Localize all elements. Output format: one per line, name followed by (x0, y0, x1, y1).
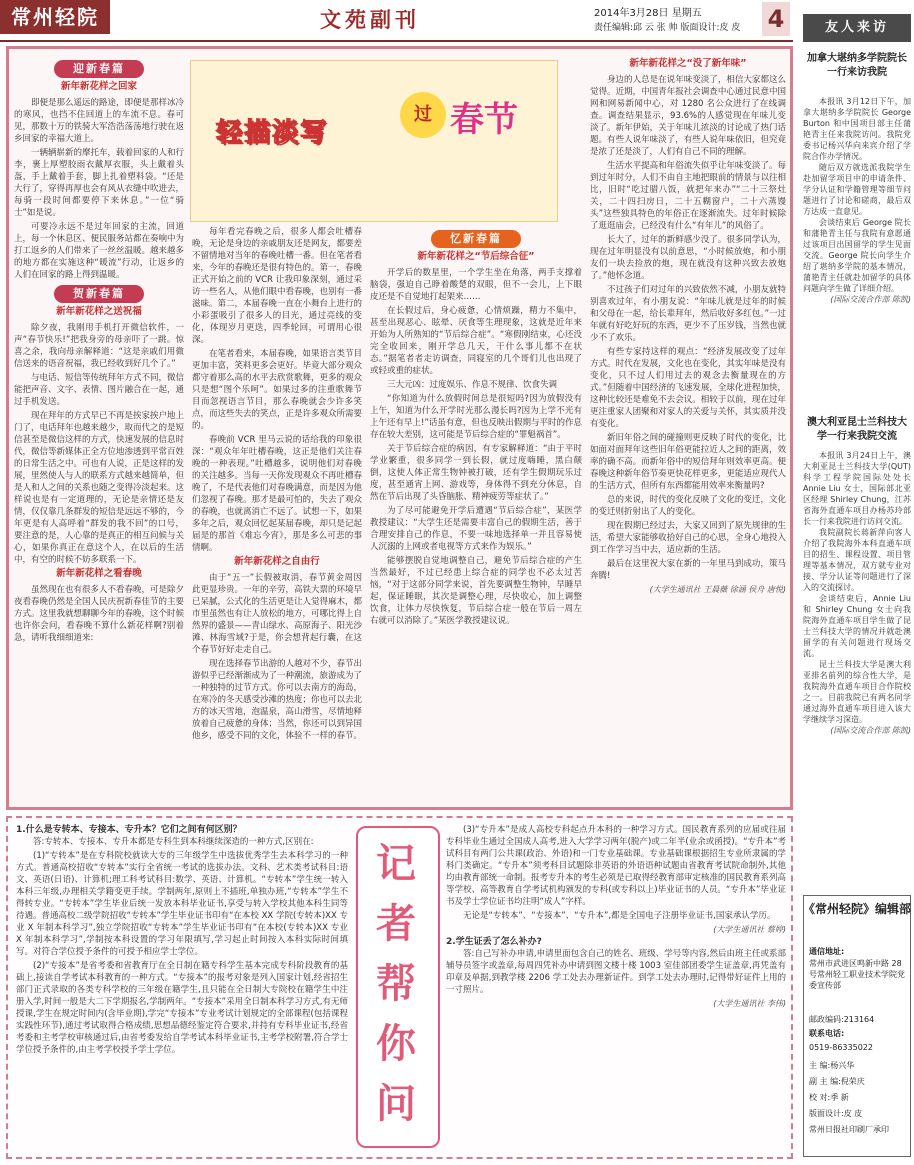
article-paragraph: 身边的人总是在说年味变淡了，相信大家都这么觉得。近期，中国青年报社会调查中心通过民意中国网和网易新闻中心，对 1280 名公众进行了在线调查。调查结果显示，93.6%的人感觉现在年味儿变淡了。新年伊始，关于年味儿浓淡的讨论成了热门话题。有些人说年味淡了，有些人说年味依旧，但究竟是浓了还是淡了，人们有自己不同的理解。 (590, 75, 786, 157)
article-paragraph: 新旧年俗之间的碰撞则更反映了时代的变化，比如面对面拜年这些旧年俗更能拉近人之间的距离，效率的确不高。而新年俗中的短信拜年则效率更高。便春晚这种新年俗节奏更快花样更多，更能适应现代人的生活方式，但所有东西都能用效率来衡量吗? (590, 433, 786, 491)
article-column-3 (370, 226, 582, 800)
article-paragraph: 虽然现在也有很多人不看春晚，可是除夕夜看春晚仍然是全国人民庆祝新春佳节的主要方式。这里我就想聊聊今年的春晚，这个时候也许你会问，看春晚不算什么新花样啊?别着急，请听我细细道来: (14, 585, 184, 643)
byline: (大学生通讯社 李伟) (713, 999, 786, 1008)
article-title: 新年新花样之送祝福 (56, 306, 142, 317)
qa-badge-char: 者 (376, 900, 416, 947)
article-column-4 (590, 56, 786, 800)
qa-badge-char: 记 (376, 840, 416, 887)
article-paragraph: 有些专家持这样的观点：“经济发展改变了过年方式。时代在发展，文化也在变化，其实年味是没有变化，只不过人们用过去的观念去衡量现在的方式。”但随着中国经济的飞速发展，全球化进程加快，这种比较还是难免不去会议。相较于以前，现在过年更注重家人团聚和对家人的关爱与关怀，其实质并没有变化。 (590, 347, 786, 429)
phone-label: 联系电话: (809, 1029, 845, 1038)
article-paragraph: 关于节后综合症的病因，有专家解释道：“由于平时学业繁重，很多同学一到长假，就过度嗨睡，黑白颠倒，这使人体正常生物钟被打破，还有学生假期玩乐过度，甚至通宵上网、游戏等，身体得不到充分休息，自然在节后出现了头昏脑胀、精神疲劳等症状了。” (370, 444, 582, 502)
section-tag: 忆新春篇 (431, 230, 521, 248)
article-paragraph: 每年看完春晚之后，很多人都会吐槽春晚，无论是身边的亲戚朋友还是网友，都要差不留情地对当年的春晚吐槽一番。但在笔者看来，今年的春晚还是很有特色的。第一，春晚正式开始之前的 VCR 让我印象深刻，通过采访一些名人，从他们眼中看春晚，也别有一番滋味。第二，本届春晚一直在小舞台上进行的小彩蛋吸引了很多人的目光，通过亮线的变化，体现岁月更迭，四季轮回，可谓用心很深。 (192, 227, 362, 345)
qa-column-right (446, 824, 786, 1152)
section-tag: 迎新春篇 (54, 60, 144, 78)
news-headline: 澳大利亚昆士兰科技大学一行来我院交流 (807, 417, 907, 442)
qa-badge-char: 帮 (376, 960, 416, 1007)
masthead-logo: 常州轻院 (0, 0, 110, 34)
news-body (803, 96, 911, 410)
article-paragraph: 春晚前 VCR 里马云说的话给我的印象很深：“观众年年吐槽春晚，这正是他们关注春晚的一种表现。”吐槽越多，说明他们对春晚的关注越多。当每一天你发现观众不再吐槽春晚了，不是代表他们对春晚满意，而是因为他们忽视了春晚。那才是最可怕的，失去了观众的春晚，也就离消亡不远了。试想一下，如果多年之后，观众回忆起某届春晚，却只是记起届是的那首《难忘今宵》，那是多么可悲的事情啊。 (192, 435, 362, 553)
byline: (大学生通讯社 蔡婷) (713, 925, 786, 934)
address: 常州市武进区鸣新中路 28 号常州轻工职业技术学院党委宣传部 (809, 959, 905, 990)
article-paragraph: 在笔者看来，本届春晚，如果语言类节目更加丰富，笑料更多会更好。毕竟大部分观众都守着那么高的水平去欣赏歌舞，更多的观众只是想“图个乐呵”。如果过多的注重歌舞节目而忽视语言节目，那么春晚就会少许多笑点，而这些失去的笑点，正是许多观众所需要的。 (192, 349, 362, 431)
qa-answer-paragraph: 无论是“专转本”、“专接本”、“专升本”,都是全国电子注册毕业证书,国家承认学历。 (463, 911, 776, 921)
proofreader: 校 对:季 新 (809, 1093, 849, 1102)
news-paragraph: 随后双方就选派我院学生赴加留学项目中的申请条件、学分认证和学籍管理等细节问题进行了讨论和磋商，最后双方达成一直意见。 (803, 163, 911, 216)
qa-answer-paragraph: 答:专转本、专接本、专升本都是专科生到本科继续深造的一种方式,区别在: (33, 837, 314, 847)
article-paragraph: 三大元凶：过度娱乐、作息不规律、饮食失调 (387, 380, 558, 390)
chief-editor: 主 编:杨兴华 (809, 1061, 855, 1070)
banner-spring: 春节 (450, 100, 518, 140)
page-number: 4 (762, 2, 790, 36)
article-paragraph: 一辆辆崭新的摩托车，载着回家的人和行李，裹上厚塑胶雨衣戴厚衣服，头上戴着头盔，手上戴着手套，脚上扎着塑料袋。“还是大行了，穿得再厚也会有风从衣缝中吹进去，每骑一段时间都要停下来休息。”一位“骑士”如是说。 (14, 148, 184, 218)
column-title: 友人来访 (803, 14, 911, 42)
banner-connector: 过 (400, 92, 446, 138)
news-body (803, 450, 911, 890)
article-paragraph: 可要冷永远不是过年回家的主流，回道上，每一个休息区、便民服务站都在奏响中为打工返乡的人们带来了一丝丝温暖。越来越多的地方都在实施这种“暖流”行动，让返乡的人们在回家的路上得到温暖。 (14, 222, 184, 280)
article-title: 新年新花样之“节后综合征” (417, 251, 535, 262)
deputy-editor: 副 主 编:倪荣庆 (809, 1077, 865, 1086)
address-label: 通信地址: (809, 947, 845, 956)
article-paragraph: 能够摆脱自觉地调整自己，避免节后综合症的产生当然最好，不过已经患上综合症的同学也不必太过苦恼，“对于这部分同学来说，首先要调整生物钟，早睡早起，保证睡眠，其次是调整心理，尽快收心，加上调整饮食，让体力尽快恢复，节后综合症一般在节后一周左右就可以消除了。”某医学教授建议说。 (370, 556, 582, 626)
article-title: 新年新花样之看春晚 (56, 568, 142, 579)
printer: 常州日报社印刷厂承印 (809, 1125, 889, 1134)
news-paragraph: 会谈结束后 George 院长和蒲艳青主任与我院有意愿通过该项目出国留学的学生见面交流。George 院长向学生介绍了堪纳多学院的基本情况，蒲艳青主任就赴加留学的具体问题向学生做了详细介绍。 (803, 218, 911, 293)
article-column-2 (192, 226, 362, 800)
article-paragraph: 长大了，过年的新鲜感少没了。很多同学认为，现在过年明显没有以前意思，“小时候放炮，和小朋友们一块去捡放的炮，现在就没有这种兴致去放炮了。”他怀念道。 (590, 235, 786, 281)
article-paragraph: 由于“五一”长假被取消，春节黄金周因此更显珍贵。一年的辛劳，高铁大票的环境早已呆腻，公式化的生活更是让人觉得麻木，都市里虽然也有让人放松的地方，可哪比得上自然界的盛景——青山绿水、高原海子、阳光沙滩、林海雪域?于是，你会想背起行囊，在这个春节好好走走自己。 (192, 573, 362, 655)
article-paragraph: 在长假过后，身心疲惫，心情烦躁，精力不集中，甚至出现恶心、眩晕、厌食等生理现象，这就是近年来开始为人所熟知的“节后综合症”。“寒假刚结束，心还没完全收回来，刚开学总几天，干什么事儿都不在状态。”据笔者者走访调查，同寝室的几个哥们儿也出现了或轻或重的症状。 (370, 306, 582, 376)
qa-column-left (16, 824, 348, 1152)
article-paragraph: 最后在这里祝大家在新的一年里马到成功，策马奔腾! (590, 559, 786, 581)
article-paragraph: 现在假期已经过去，大家又回到了原先规律的生活，希望大家能够收拾好自己的心思，全身心地投入到工作学习当中去，适应新的生活。 (590, 521, 786, 555)
qa-badge-char: 问 (376, 1080, 416, 1127)
section-title: 文苑副刊 (320, 7, 420, 32)
article-paragraph: 现在选择春节出游的人越对不少，春节出游似乎已经渐渐成为了一种潮流，旅游成为了一种独特的过节方式。你可以去南方的海岛，在寒冷的冬天感受沙滩的热度；你也可以去北方的冰天雪地，泡温泉，高山滑雪，尽情地释放着自己疲惫的身体；当然，你还可以到异国他乡，感受不同的文化，体验不一样的春节。 (192, 659, 362, 741)
article-paragraph: 与电话、短信等传统拜年方式不同，微信能把声音、文字、表情、图片融合在一起，通过手机发送。 (14, 373, 184, 407)
article-paragraph: 总的来说，时代的变化反映了文化的变迁，文化的变迁则折射出了人的变化。 (590, 495, 786, 517)
news-headline: 加拿大堪纳多学院院长一行来访我院 (807, 53, 907, 78)
article-paragraph: 即便是那么遥远的路途，即便是那样冰冷的寒风，也挡不住回道上的车流不息。春可见，那数十万的铁骑大军浩浩荡荡地行驶在返乡回家的幸福大道上。 (14, 98, 184, 144)
editorial-title: 《常州轻院》编辑部 (803, 902, 912, 916)
article-title: 新年新花样之“没了新年味” (629, 58, 747, 69)
article-title: 新年新花样之自由行 (234, 556, 320, 567)
qa-badge-char: 你 (376, 1020, 416, 1067)
byline: (大学生通讯社 王晨薇 徐涵 侯舟 唐悦) (649, 585, 786, 594)
article-paragraph: “你知道为什么放假时间总是很短吗?因为放假没有上午，知道为什么开学时光那么漫长吗?因为上学不光有上午还有早上!”话虽有意，但也反映出假期与平时的作息存在较大差别，这可能是节后综合症的“罪魁祸首”。 (370, 394, 582, 440)
article-paragraph: 不过孩子们对过年的兴致依然不减，小朋友就特别喜欢过年，有小朋友说：“年味儿就是过年的时候和父母在一起，给长辈拜年，然后收好多红包。”一过年就有好吃好玩的东西，更少不了压岁钱，当然也就少不了欢乐。 (590, 285, 786, 343)
layout-designer: 版面设计:皮 皮 (809, 1109, 863, 1118)
article-paragraph: 为了尽可能避免开学后遭遇“节后综合症”，某医学教授建议：“大学生还是需要丰富自己的假期生活，善于合理安排自己的作息，不要一味地选择单一并且容易使人沉溺的上网或者电视等方式来作为娱乐。” (370, 506, 582, 552)
byline: (国际交流合作部 陈凯) (830, 726, 911, 735)
banner-title: 轻描淡写 (216, 118, 329, 148)
section-tag: 贺新春篇 (54, 285, 144, 303)
issue-date: 2014年3月28日 星期五 (594, 8, 702, 19)
news-paragraph: 本报讯 3月12日下午，加拿大堪纳多学院院长 George Burton 和中国项目部主任蒲艳青主任来我院访问。我院党委书记杨兴华向来宾介绍了学院合作办学情况。 (803, 97, 911, 161)
qa-question-2: 2.学生证丢了怎么补办? (446, 937, 542, 947)
article-paragraph: 除夕夜，我刚用手机打开微信软件，一声“春节快乐!”把我身旁的母亲吓了一跳。惊喜之余，我向母亲解释道：“这是亲戚们用微信送来的语音祝福，我已经收到好几个了。” (14, 323, 184, 369)
qa-question-1: 1.什么是专转本、专接本、专升本？它们之间有何区别？ (16, 825, 242, 835)
byline: (国际交流合作部 陈凯) (830, 295, 911, 304)
article-column-1 (14, 56, 184, 800)
qa-answer-paragraph: 答:自己写补办申请,申请里面包含自己的姓名、班级、学号等内容,然后由班主任或系部辅导员签字或盖章,每周四凭补办申请到图文楼十楼 1003 室佳部团委学生证盖章,再凭盖有印章及单据,到教学楼 2206 学工处去办理新证件。到学工处去办理时,记得带好证件上用的一寸照片。 (446, 949, 786, 995)
qa-answer-paragraph: (2)“专接本”是省考委和省教育厅在全日制在籍专科学生基本完成专科阶段教育的基础上,接读自学考试本科教育的一种方式。“专接本”的报考对象是列入国家计划,经省招生部门正式录取的各类专科学校的三年级在籍学生,且只能在全日制大专院校在籍学生中注册入学,时间一般是大二下学期报名,学制两年。“专接本”采用全日制本科学习方式,有无师授课,学生在规定时间内(含毕业期),学完“专接本”专业考试计划规定的全部课程(包括课程实践性环节),通过考试取得合格成绩,思想品德经鉴定符合要求,并持有专科毕业证书,经省考委和主考学校审核通过后,由省考委发给自学考试本科毕业证书,主考学校附署,符合学士学位授予条件的,由主考学校授予学士学位。 (16, 961, 348, 1055)
news-paragraph: 我院副院长蒋新萍向客人介绍了我院海外本科直通车项目的招生、课程设置、项目管理等基本情况，双方就专业对接、学分认证等问题进行了深入的交流探讨。 (803, 528, 911, 592)
qa-answer-paragraph: (3)“专升本”是成人高校专科起点升本科的一种学习方式。国民教育系列的应届或往届专科毕业生通过全国成人高考,进入大学学习两年(脱产)或二年半(业余或函授)。“专升本”考试科目有两门公共课(政治、外语)和一门专业基础课。专业基础课根据招生专业所隶属的学科门类确定。“专升本”须考科目试题除非英语的外语语种试题由省教育考试院命制外,其他均由教育部统一命制。报考专升本的考生必须是已取得经教育部审定核准的国民教育系列高等学校、高等教育自学考试机构颁发的专科(或专科以上)毕业证书的人员。“专升本”毕业证书及学士学位证书均注明“成人”字样。 (446, 825, 786, 907)
qa-answer-paragraph: (1)“专转本”是在专科院校就读大专的三年级学生中选拔优秀学生去本科学习的一种方式。普通高校招收“专转本”实行全省统一考试的选拔办法。文科、艺术类考试科目:语文、英语(日语)、计算机;理工科考试科目:数学、英语、计算机。“专转本”学生统一转入本科三年级,办理相关学籍变更手续。学制两年,原则上不插班,单独办班,“专转本”学生不得转专业。“专转本”学生毕业后统一发放本科毕业证书,享受与转入学校其他本科生同等待遇。普通高校二级学院招收“专转本”学生毕业证书印有“在本校 XX 学院(专转本)XX 专业 X 年制本科学习”,独立学院招收“专转本”学生毕业证书印有“在本校(专转本)XX 专业 X 年制本科学习”,学制按本科设置的学习年限填写,学习起止时间按入本科实际时间填写。对符合学位授予条件的可授予相应学士学位。 (16, 851, 348, 957)
article-title: 新年新花样之回家 (60, 81, 137, 92)
article-paragraph: 开学后的数星里，一个学生坐在角落，两手支撑着脑袋，强迫自己睁着酸楚的双眼，但不一会儿，上下眼皮还是不自觉地打起架来…… (370, 268, 582, 302)
news-paragraph: 昆士兰科技大学是澳大利亚排名前列的综合性大学，是我院海外直通车项目合作院校之一。目前我院已有两名同学通过海外直通车项目进入该大学继续学习深造。 (803, 660, 911, 724)
editor-credits: 责任编辑:邱 云 张 帅 版面设计:皮 皮 (594, 23, 741, 33)
phone: 0519-86335022 (809, 1043, 873, 1052)
news-paragraph: 会谈结束后，Annie Liu 和 Shirley Chung 女士向我院海外直通车项目学生做了昆士兰科技大学的情况并就赴澳留学的有关问题进行现场交流。 (803, 594, 911, 658)
news-paragraph: 本报讯 3月24日上午，澳大利亚昆士兰科技大学(QUT)科学工程学院国际处处长 Annie Liu 女士，国际部北亚区经理 Shirley Chung，江苏省海外直通车项目办杨苏玲部长一行来我院进行访问交流。 (803, 451, 911, 526)
article-paragraph: 生活水平提高和年俗流失似乎让年味变淡了。每到过年时分，人们不由自主地把眼前的情景与以往相比，旧时“吃过腊八饭，就把年来办”“二十三祭灶关，二十四扫房日，二十五糊窗户，二十六蒸馒头”这些独具特色的年俗正在逐渐流失。过年时候除了逛逛庙会，已经没有什么“有年儿”的风俗了。 (590, 161, 786, 231)
article-paragraph: 现在拜年的方式早已不再是挨家挨户地上门了，电话拜年也越来越少，取而代之的是短信甚至是微信这样的方式，快速发展的信息时代，微信等新媒体正全方位地渗透到平常百姓的日常生活之中。可也有人说，正是这样的发展，里然使人与人的联系方式越来越简单，但是人和人之间的关系也随之变得冷淡起来。这样说也是有一定道理的，无论是亲情还是友情，仅仅靠几条群发的短信是远远不够的，今年更是有人高呼着“群发的我不回”的口号，要注意的是，人心靠的是真正的相互问候与关心，如果你真正在意这个人，在以后的生活中，有空的时候不妨多联系一下。 (14, 411, 184, 565)
postcode: 邮政编码:213164 (809, 1015, 875, 1024)
